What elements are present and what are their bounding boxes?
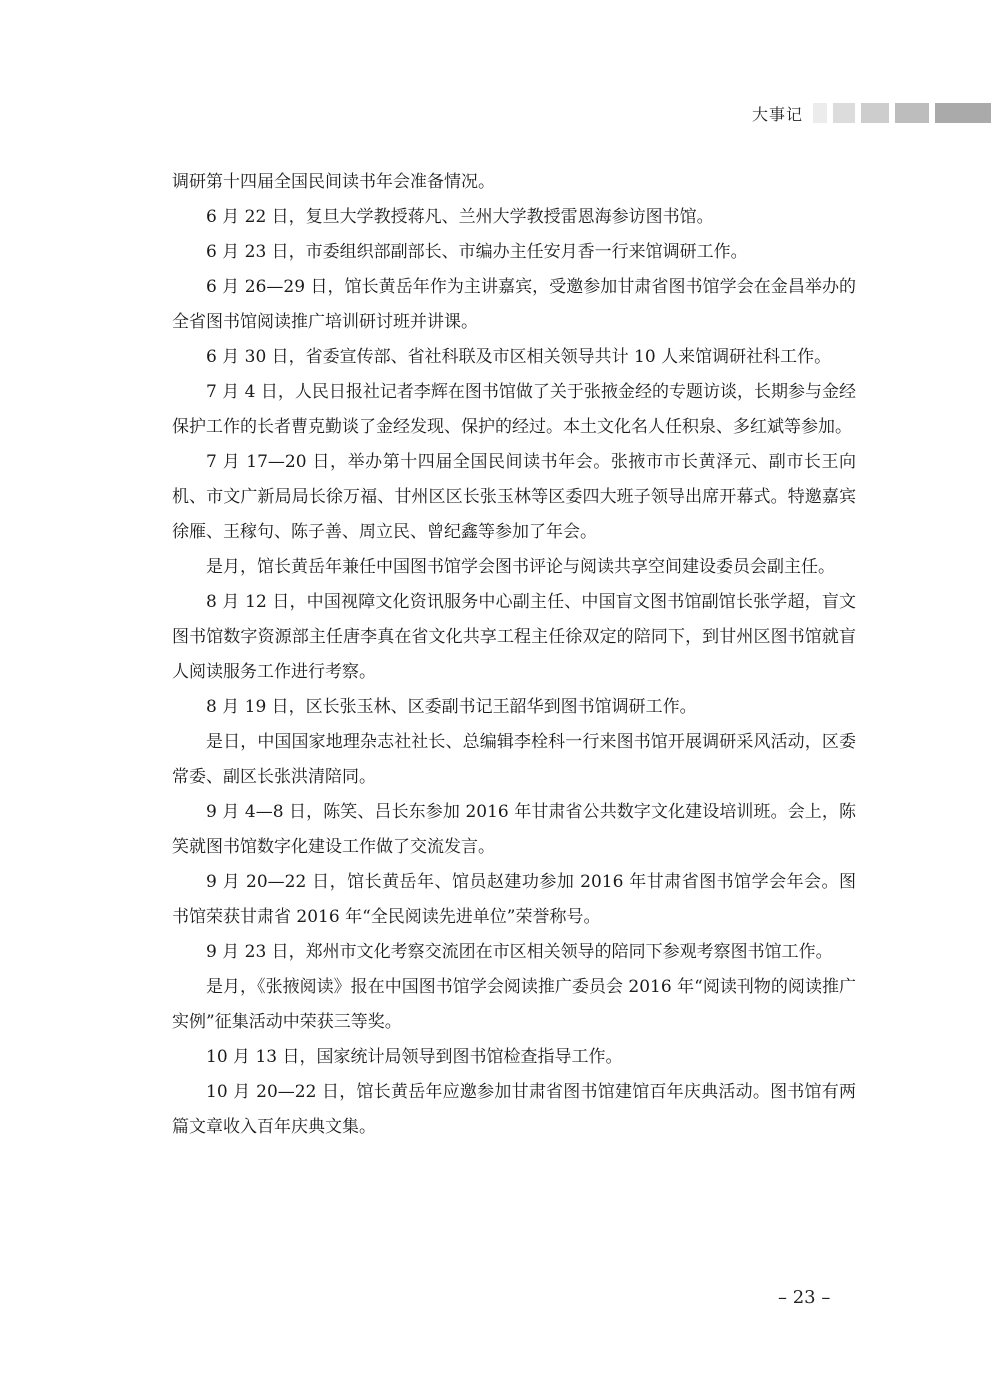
paragraph: 6 月 22 日，复旦大学教授蒋凡、兰州大学教授雷恩海参访图书馆。 xyxy=(206,207,714,227)
paragraph: 是月，《张掖阅读》报在中国图书馆学会阅读推广委员会 2016 年“阅读刊物的阅读推广实例”征集活动中荣获三等奖。 xyxy=(172,977,856,1032)
header-block xyxy=(833,103,855,123)
header-block xyxy=(935,103,991,123)
header-decoration xyxy=(813,103,991,123)
paragraph: 9 月 23 日，郑州市文化考察交流团在市区相关领导的陪同下参观考察图书馆工作。 xyxy=(206,942,833,962)
paragraph: 7 月 17—20 日，举办第十四届全国民间读书年会。张掖市市长黄泽元、副市长王向机、市文广新局局长徐万福、甘州区区长张玉林等区委四大班子领导出席开幕式。特邀嘉宾徐雁、王稼句、陈子善、周立民、曾纪鑫等参加了年会。 xyxy=(172,452,856,542)
header-title: 大事记 xyxy=(752,104,804,124)
paragraph: 8 月 19 日，区长张玉林、区委副书记王韶华到图书馆调研工作。 xyxy=(206,697,697,717)
page-number: – 23 – xyxy=(778,1287,831,1308)
paragraph: 是月，馆长黄岳年兼任中国图书馆学会图书评论与阅读共享空间建设委员会副主任。 xyxy=(206,557,835,577)
paragraph: 6 月 23 日，市委组织部副部长、市编办主任安月香一行来馆调研工作。 xyxy=(206,242,748,262)
paragraph: 是日，中国国家地理杂志社社长、总编辑李栓科一行来图书馆开展调研采风活动，区委常委、副区长张洪清陪同。 xyxy=(172,732,856,787)
paragraph: 9 月 4—8 日，陈笑、吕长东参加 2016 年甘肃省公共数字文化建设培训班。会上，陈笑就图书馆数字化建设工作做了交流发言。 xyxy=(172,802,856,857)
paragraph: 7 月 4 日，人民日报社记者李辉在图书馆做了关于张掖金经的专题访谈，长期参与金经保护工作的长者曹克勤谈了金经发现、保护的经过。本土文化名人任积泉、多红斌等参加。 xyxy=(172,382,856,437)
page-body xyxy=(172,165,856,1145)
running-header xyxy=(752,100,991,126)
header-block xyxy=(813,103,827,123)
header-block xyxy=(895,103,929,123)
paragraph: 10 月 20—22 日，馆长黄岳年应邀参加甘肃省图书馆建馆百年庆典活动。图书馆有两篇文章收入百年庆典文集。 xyxy=(172,1082,856,1137)
paragraph: 6 月 26—29 日，馆长黄岳年作为主讲嘉宾，受邀参加甘肃省图书馆学会在金昌举办的全省图书馆阅读推广培训研讨班并讲课。 xyxy=(172,277,856,332)
header-block xyxy=(861,103,889,123)
paragraph: 10 月 13 日，国家统计局领导到图书馆检查指导工作。 xyxy=(206,1047,623,1067)
paragraph: 8 月 12 日，中国视障文化资讯服务中心副主任、中国盲文图书馆副馆长张学超，盲文图书馆数字资源部主任唐李真在省文化共享工程主任徐双定的陪同下，到甘州区图书馆就盲人阅读服务工作进行考察。 xyxy=(172,592,856,682)
paragraph: 9 月 20—22 日，馆长黄岳年、馆员赵建功参加 2016 年甘肃省图书馆学会年会。图书馆荣获甘肃省 2016 年“全民阅读先进单位”荣誉称号。 xyxy=(172,872,856,927)
paragraph: 6 月 30 日，省委宣传部、省社科联及市区相关领导共计 10 人来馆调研社科工作。 xyxy=(206,347,832,367)
paragraph: 调研第十四届全国民间读书年会准备情况。 xyxy=(172,172,495,192)
